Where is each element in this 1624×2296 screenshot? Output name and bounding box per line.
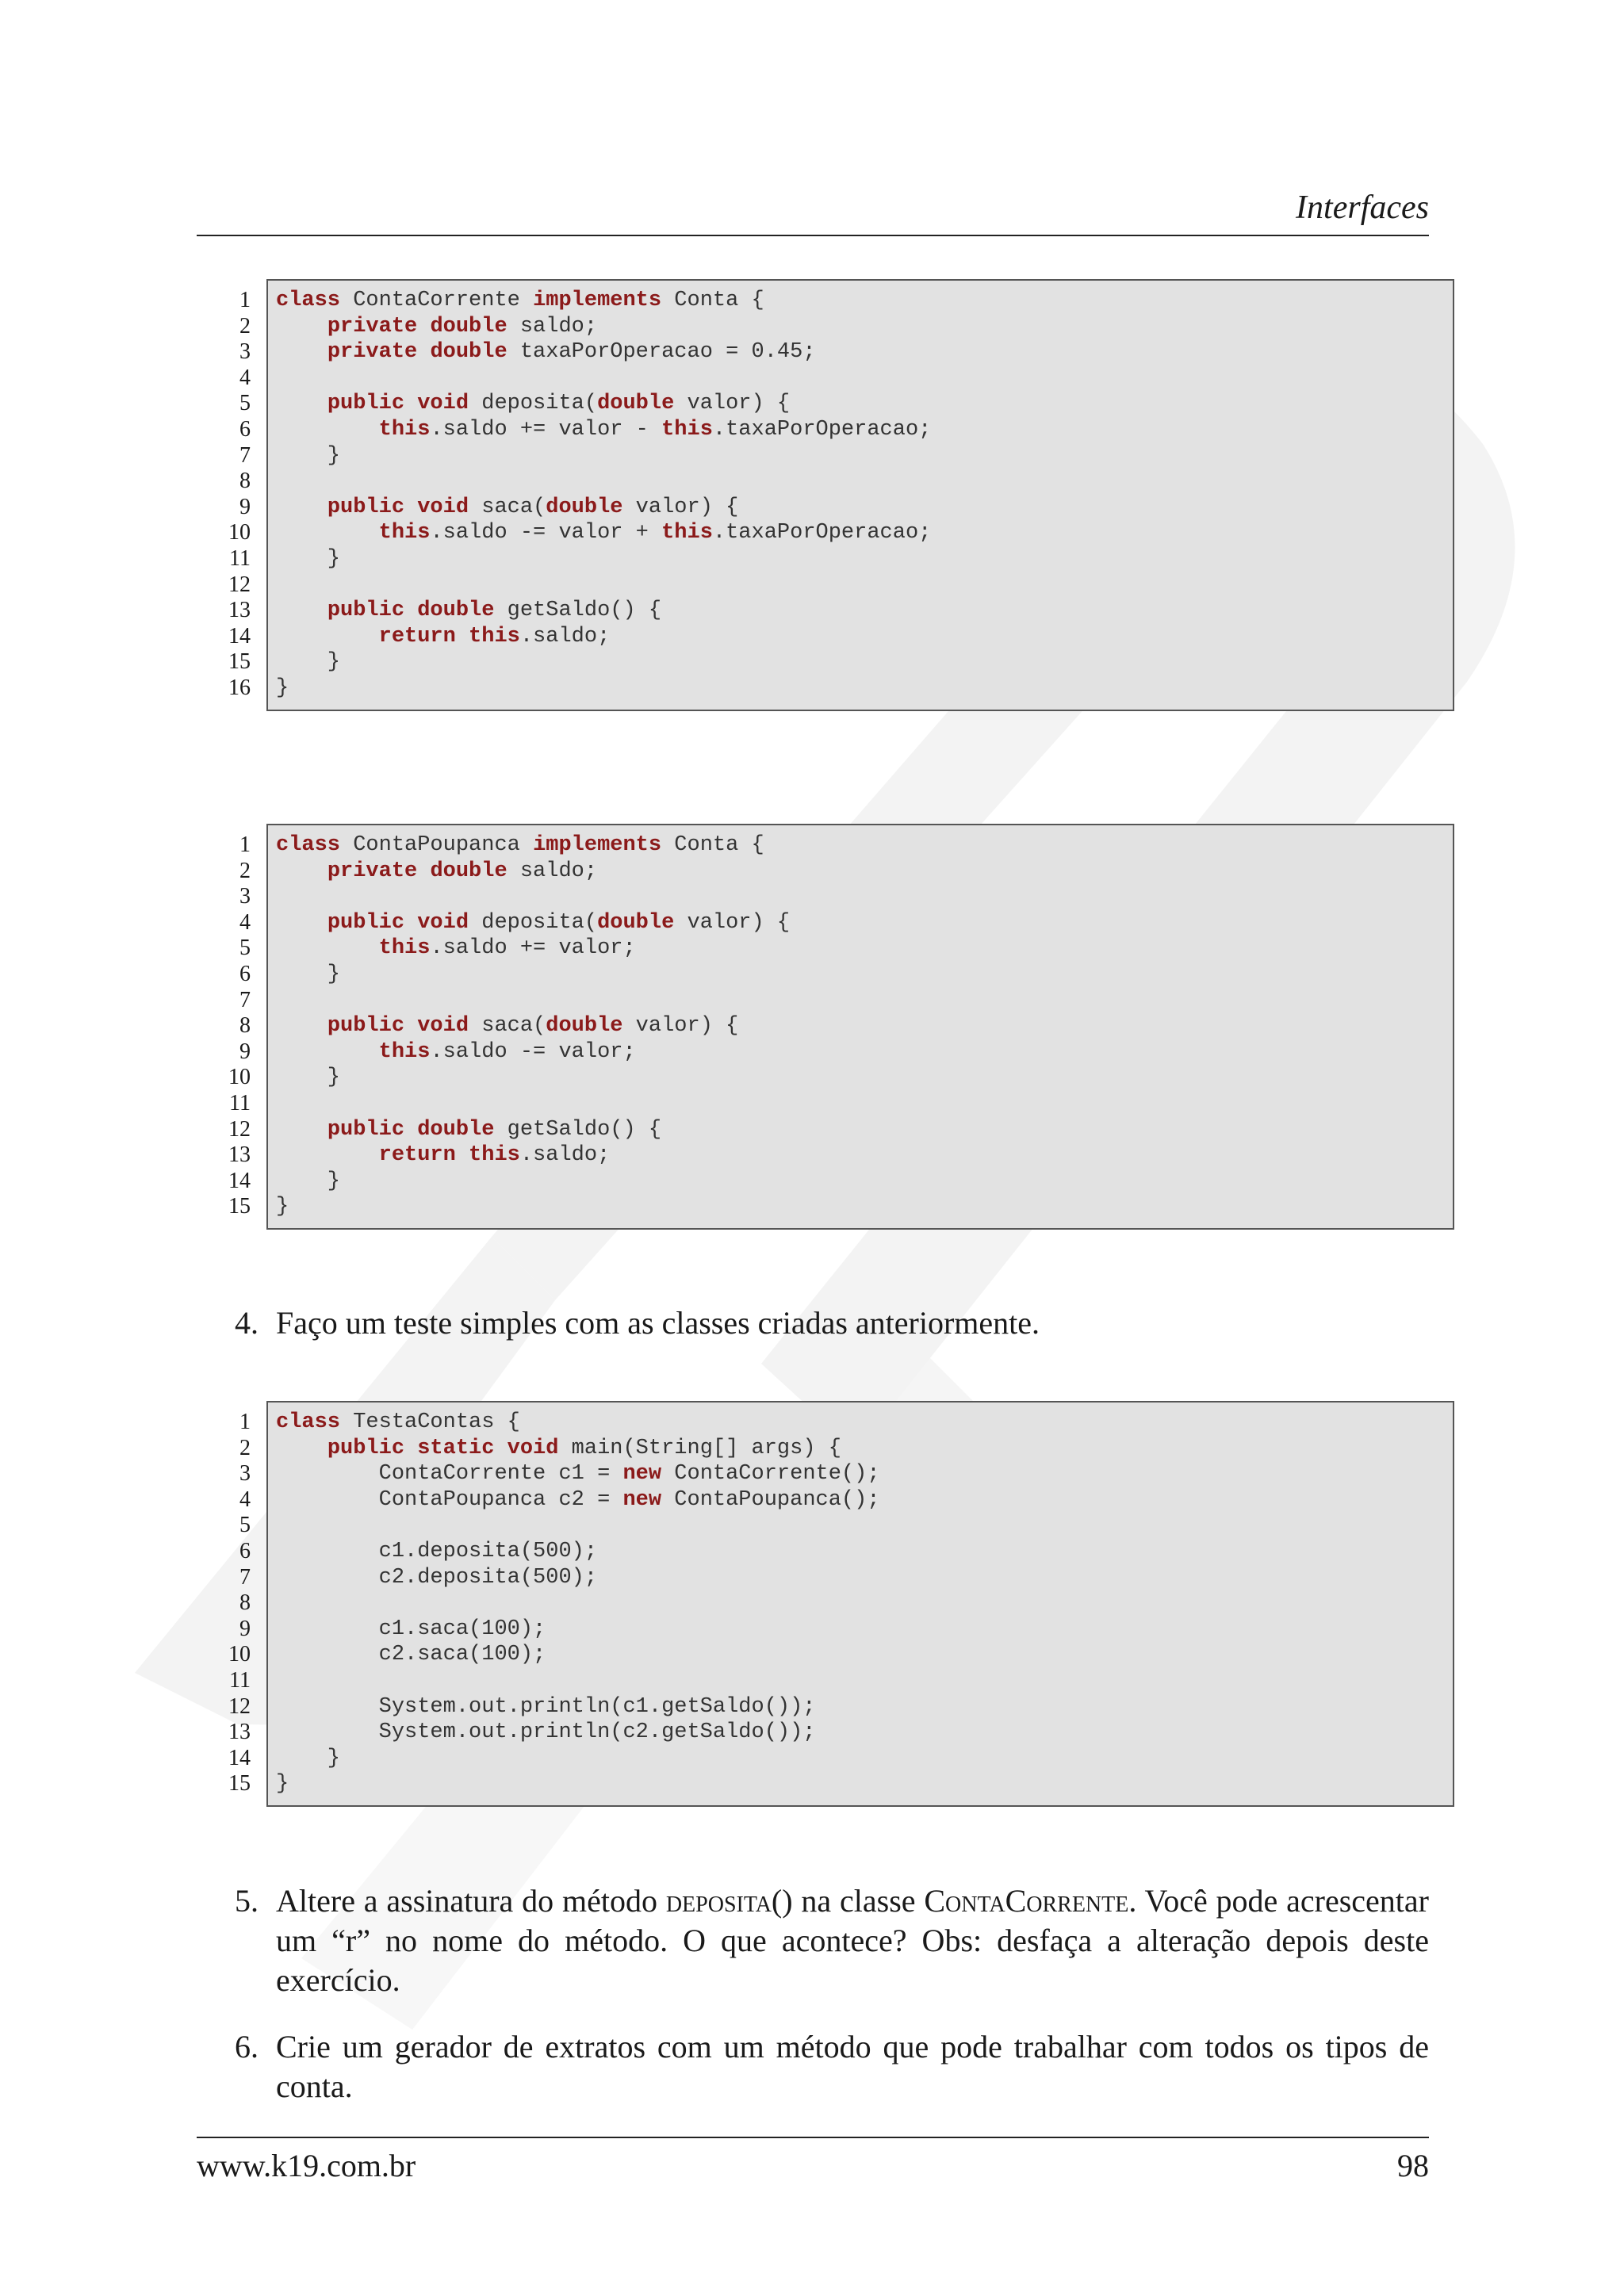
line-number: 7 (239, 442, 251, 468)
line-number: 15 (228, 1194, 251, 1219)
code-line: } (276, 546, 341, 571)
item-text: Faço um teste simples com as classes criadas anteriormente. (276, 1305, 1040, 1341)
line-number: 11 (229, 1090, 251, 1115)
code-line: class ContaCorrente implements Conta { (276, 289, 764, 312)
line-number: 14 (228, 623, 251, 649)
line-number: 1 (239, 288, 251, 312)
code-line: c1.saca(100); (276, 1617, 546, 1641)
line-number: 13 (228, 1720, 251, 1745)
line-number: 4 (239, 1487, 251, 1512)
line-number: 5 (239, 936, 251, 961)
line-number: 4 (239, 365, 251, 390)
code-line: ContaPoupanca c2 = new ContaPoupanca(); (276, 1487, 880, 1512)
code-line: public void saca(double valor) { (327, 495, 739, 519)
line-number: 8 (239, 469, 251, 494)
code-line: this.saldo += valor - this.taxaPorOperacao; (378, 417, 932, 442)
code-line: c2.saca(100); (276, 1643, 546, 1667)
line-number: 12 (228, 1116, 251, 1142)
code-line (276, 988, 790, 1014)
code-line: } (276, 675, 289, 700)
line-number: 4 (239, 909, 251, 935)
code-line: this.saldo -= valor; (378, 1039, 636, 1064)
item-number: 5. (235, 1883, 259, 1919)
code-line (276, 572, 931, 599)
chapter-title: Interfaces (1296, 189, 1429, 226)
code-line: } (276, 650, 341, 675)
line-numbers (206, 832, 251, 1220)
footer-url: www.k19.com.br (197, 2148, 416, 2183)
line-number: 9 (239, 494, 251, 519)
line-number: 2 (239, 858, 251, 883)
footer-rule (197, 2137, 1429, 2138)
line-number: 7 (239, 987, 251, 1012)
code-line: class TestaContas { (276, 1410, 520, 1434)
line-number: 12 (228, 1693, 251, 1719)
line-number: 13 (228, 598, 251, 623)
code-line: return this.saldo; (378, 1143, 611, 1168)
line-number: 7 (239, 1564, 251, 1590)
line-number: 1 (239, 1410, 251, 1434)
item-number: 4. (235, 1305, 259, 1341)
line-numbers (206, 288, 251, 702)
line-number: 9 (239, 1039, 251, 1064)
line-number: 6 (239, 416, 251, 442)
item-number: 6. (235, 2029, 259, 2064)
line-number: 15 (228, 649, 251, 675)
line-number: 11 (229, 1667, 251, 1693)
code-line: } (276, 1772, 289, 1797)
exercise-item-5 (235, 1881, 1429, 2000)
line-number: 3 (239, 1461, 251, 1487)
code-line: System.out.println(c2.getSaldo()); (276, 1720, 816, 1745)
line-number: 3 (239, 884, 251, 909)
line-numbers (206, 1410, 251, 1797)
code-line: private double saldo; (327, 314, 598, 339)
line-number: 2 (239, 1435, 251, 1460)
line-number: 15 (228, 1771, 251, 1797)
line-number: 6 (239, 1538, 251, 1563)
line-number: 10 (228, 1065, 251, 1090)
line-number: 1 (239, 832, 251, 857)
line-number: 3 (239, 339, 251, 365)
code-line: ContaCorrente c1 = new ContaCorrente(); (276, 1462, 880, 1487)
code-line (276, 884, 790, 910)
line-number: 2 (239, 313, 251, 339)
line-number: 10 (228, 1642, 251, 1667)
line-number: 8 (239, 1013, 251, 1039)
code-listing (276, 832, 790, 1220)
line-number: 9 (239, 1616, 251, 1641)
item-text: Crie um gerador de extratos com um método que pode trabalhar com todos os tipos de conta. (276, 2029, 1429, 2104)
code-line (276, 469, 931, 495)
code-line: System.out.println(c1.getSaldo()); (276, 1694, 816, 1719)
method-name: deposita() (665, 1883, 793, 1919)
code-line: private double taxaPorOperacao = 0.45; (327, 340, 816, 365)
code-line: c1.deposita(500); (276, 1539, 598, 1563)
code-line (276, 365, 931, 392)
code-line: return this.saldo; (378, 624, 611, 649)
code-line: } (276, 443, 341, 468)
code-line (276, 1513, 880, 1539)
code-listing (276, 1410, 880, 1797)
code-line: class ContaPoupanca implements Conta { (276, 833, 764, 857)
code-line: } (276, 1169, 341, 1193)
code-line: } (276, 1066, 341, 1090)
code-line: } (276, 1746, 341, 1770)
page-number: 98 (1397, 2148, 1429, 2183)
code-line: } (276, 1195, 289, 1219)
code-line: } (276, 962, 341, 986)
class-name: ContaCorrente (924, 1883, 1129, 1919)
code-line (276, 1590, 880, 1617)
code-line: this.saldo += valor; (378, 936, 636, 961)
line-number: 14 (228, 1745, 251, 1770)
code-listing (276, 288, 931, 702)
exercise-item-6 (235, 2027, 1429, 2107)
code-line: public void deposita(double valor) { (327, 910, 791, 935)
code-line: this.saldo -= valor + this.taxaPorOperacao; (378, 521, 932, 545)
code-line: public double getSaldo() { (327, 599, 662, 623)
code-line (276, 1668, 880, 1694)
line-number: 10 (228, 520, 251, 545)
code-line: c2.deposita(500); (276, 1565, 598, 1590)
line-number: 5 (239, 1513, 251, 1538)
line-number: 6 (239, 961, 251, 986)
line-number: 14 (228, 1168, 251, 1193)
line-number: 16 (228, 675, 251, 700)
exercise-item-4 (235, 1303, 1429, 1343)
code-line: private double saldo; (327, 859, 598, 883)
line-number: 5 (239, 391, 251, 416)
code-line: public static void main(String[] args) { (327, 1436, 841, 1460)
code-line: public double getSaldo() { (327, 1117, 662, 1142)
code-line: public void saca(double valor) { (327, 1014, 739, 1039)
line-number: 11 (229, 545, 251, 571)
line-number: 12 (228, 572, 251, 597)
item-text: Altere a assinatura do método deposita() na classe ContaCorrente. Você pode acrescentar um “r” no nome do método. O que acontece? Obs: desfaça a alteração depois deste exercício. (276, 1883, 1429, 1998)
line-number: 8 (239, 1590, 251, 1616)
header-rule (197, 235, 1429, 236)
code-line: public void deposita(double valor) { (327, 392, 791, 416)
line-number: 13 (228, 1142, 251, 1168)
code-line (276, 1091, 790, 1117)
